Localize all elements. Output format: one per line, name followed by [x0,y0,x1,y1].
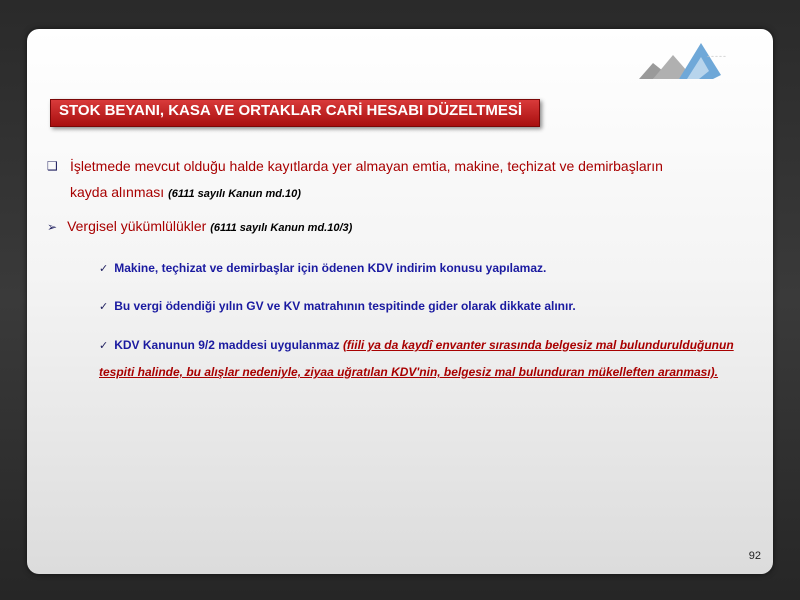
sub-bullet-text: Makine, teçhizat ve demirbaşlar için ödenen KDV indirim konusu yapılamaz. [114,261,547,275]
bullet-item [47,153,687,207]
bullet-text: Vergisel yükümlülükler [67,218,207,234]
arrow-bullet-icon: ➢ [47,220,58,234]
sub-bullet-text: Bu vergi ödendiği yılın GV ve KV matrahının tespitinde gider olarak dikkate alınır. [114,299,576,313]
company-logo-icon [639,37,769,87]
sub-bullet-text: KDV Kanunun 9/2 maddesi uygulanmaz [114,338,340,352]
logo-text: ----- [707,51,727,61]
sub-bullet-note: (fiili ya da kaydî envanter sırasında belgesiz mal bulundurulduğunun tespiti halinde, bu alışlar nedeniyle, ziyaa uğratılan KDV'nin, belgesiz mal bulunduran mükelleften aranması). [99,338,734,379]
square-bullet-icon: ❑ [47,159,58,173]
law-reference: (6111 sayılı Kanun md.10/3) [210,222,353,234]
slide-title: STOK BEYANI, KASA VE ORTAKLAR CARİ HESABI DÜZELTMESİ [59,102,523,119]
bullet-item [47,215,352,239]
check-bullet-icon: ✓ [99,301,109,313]
sub-bullet-item [99,293,576,320]
law-reference: (6111 sayılı Kanun md.10) [168,188,301,200]
check-bullet-icon: ✓ [99,263,109,275]
slide [27,29,773,574]
sub-bullet-item [99,255,546,282]
sub-bullet-item [99,332,739,385]
bullet-text: İşletmede mevcut olduğu halde kayıtlarda yer almayan emtia, makine, teçhizat ve demirbaşların kayda alınması [70,158,663,200]
check-bullet-icon: ✓ [99,340,109,352]
page-number: 92 [748,550,761,562]
